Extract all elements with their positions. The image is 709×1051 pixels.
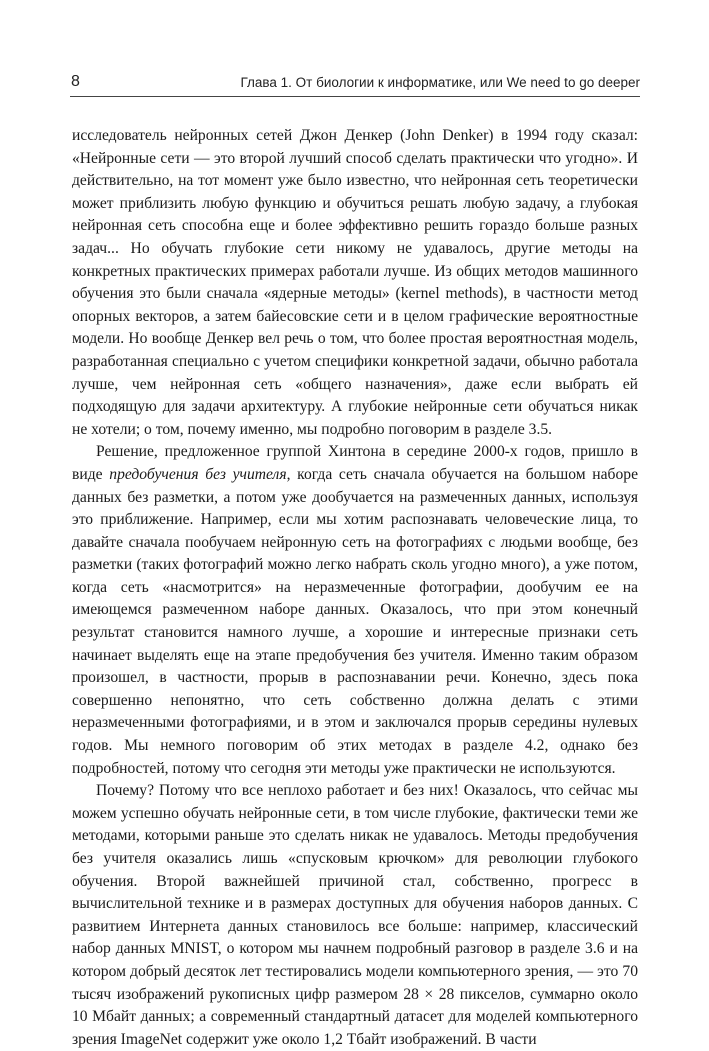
paragraph-1: исследователь нейронных сетей Джон Денкер (John Denker) в 1994 году сказал: «Нейронные сети — это второй лучший способ сделать практически что угодно». И действительно, на тот момент уже было известно, что нейронная сеть теоретически может приблизить любую функцию и обучиться решать любую задачу, а глубокая нейронная сеть способна еще и более эффективно решить гораздо больше разных задач... Но обучать глубокие сети никому не удавалось, другие методы на конкретных практических примерах работали лучше. Из общих методов машинного обучения это были сначала «ядерные методы» (kernel methods), в частности метод опорных векторов, а затем байесовские сети и в целом графические вероятностные модели. Но вообще Денкер вел речь о том, что более простая вероятностная модель, разработанная специально с учетом специфики конкретной задачи, обычно работала лучше, чем нейронная сеть «общего назначения», даже если выбрать ей подходящую для задачи архитектуру. А глубокие нейронные сети обучаться никак не хотели; о том, почему именно, мы подробно поговорим в разделе 3.5. <box>72 127 638 438</box>
emphasis-term: предобучения без учителя <box>109 465 287 483</box>
page-number: 8 <box>71 73 80 90</box>
page-header <box>70 73 640 97</box>
body-text <box>72 125 638 1051</box>
header-rule <box>70 96 640 97</box>
paragraph-2 <box>72 441 638 780</box>
paragraph-2-rest: , когда сеть сначала обучается на большом наборе данных без разметки, а потом уже дообучается на размеченных данных, используя это приближение. Например, если мы хотим распознавать человеческие лица, то давайте сначала пообучаем нейронную сеть на фотографиях с людьми вообще, без разметки (таких фотографий можно легко набрать сколь угодно много), а уже потом, когда сеть «насмотрится» на неразмеченные фотографии, дообучим ее на имеющемся размеченном наборе данных. Оказалось, что при этом конечный результат становится намного лучше, а хорошие и интересные признаки сеть начинает выделять еще на этапе предобучения без учителя. Именно таким образом произошел, в частности, прорыв в распознавании речи. Конечно, здесь пока совершенно непонятно, что сеть собственно должна делать с этими неразмеченными фотографиями, и в этом и заключался прорыв середины нулевых годов. Мы немного поговорим об этих методах в разделе 4.2, однако без подробностей, потому что сегодня эти методы уже практически не используются. <box>72 465 638 777</box>
running-title: Глава 1. От биологии к информатике, или We need to go deeper <box>240 75 640 90</box>
paragraph-3: Почему? Потому что все неплохо работает и без них! Оказалось, что сейчас мы можем успешно обучать нейронные сети, в том числе глубокие, фактически теми же методами, которыми раньше это сделать никак не удавалось. Методы предобучения без учителя оказались лишь «спусковым крючком» для революции глубокого обучения. Второй важнейшей причиной стал, собственно, прогресс в вычислительной технике и в размерах доступных для обучения наборов данных. С развитием Интернета данных становилось все больше: например, классический набор данных MNIST, о котором мы начнем подробный разговор в разделе 3.6 и на котором добрый десяток лет тестировались модели компьютерного зрения, — это 70 тысяч изображений рукописных цифр размером 28 × 28 пикселов, суммарно около 10 Мбайт данных; а современный стандартный датасет для моделей компьютерного зрения ImageNet содержит уже около 1,2 Тбайт изображений. В части <box>72 782 638 1048</box>
paragraph-2-start: Решение, предложенное группой Хинтона в середине 2000-х годов, пришло в виде <box>72 443 638 483</box>
